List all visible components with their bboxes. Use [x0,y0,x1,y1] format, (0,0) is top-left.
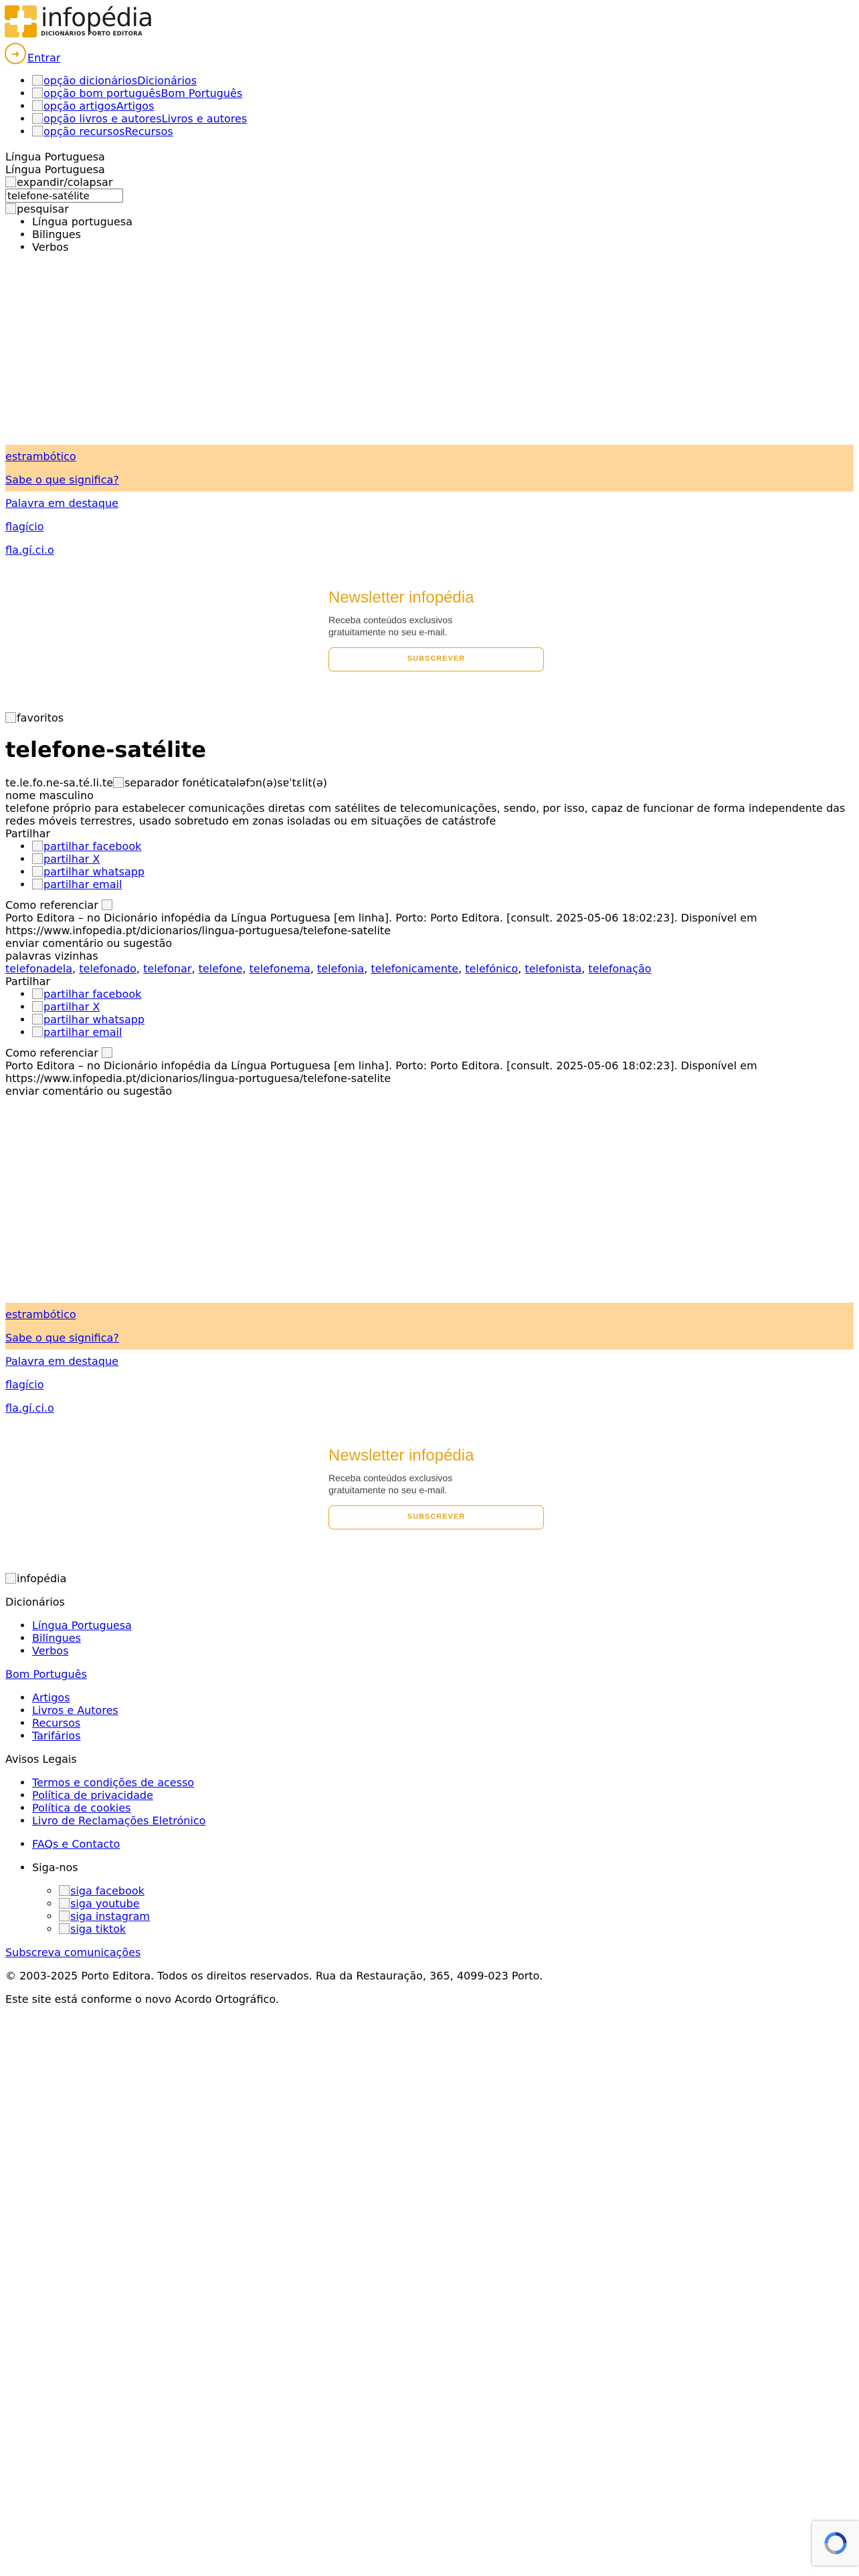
footer-dict-links [5,1619,854,1657]
recaptcha-badge[interactable] [812,2521,859,2565]
nav-item-artigos[interactable] [32,100,247,112]
x-icon [32,853,43,864]
footer-link[interactable]: Tarifários [32,1729,81,1742]
cite-label: Como referenciar [5,899,98,911]
subscribe-communications-link[interactable]: Subscreva comunicações [5,1946,141,1959]
nav-item-label: Bom Português [161,87,243,100]
search-block [5,150,132,253]
newsletter-text-line: gratuitamente no seu e-mail. [328,627,448,637]
favorites-icon [5,712,16,723]
social-links [32,1885,854,1935]
featured-syllables-link[interactable]: fla.gí.ci.o [5,544,54,556]
share-x-link[interactable] [32,853,100,865]
logo-name: infopédia [41,3,153,32]
bom-portugues-icon [32,88,43,98]
search-button[interactable] [5,203,132,215]
random-word-box [5,445,854,492]
highlight-label-link[interactable]: Palavra em destaque [5,1355,118,1368]
social-label: siga facebook [70,1885,145,1897]
search-button-label: pesquisar [17,203,69,215]
nav-item-label: Dicionários [137,74,197,87]
dictionary-option[interactable]: • Língua portuguesa [32,215,132,228]
copy-icon [102,1047,112,1058]
email-icon [32,1027,43,1037]
footer-legal-heading: Avisos Legais [5,1753,77,1765]
whatsapp-icon [32,1014,43,1025]
recaptcha-icon [824,2531,848,2555]
share-label-text: partilhar email [43,1026,122,1039]
login-arrow-icon: ➜ [5,43,26,64]
neighbor-word-link[interactable]: telefonado [79,962,136,975]
facebook-icon [59,1885,70,1896]
neighbors-list: telefonadela, telefonado, telefonar, telefone, telefonema, telefonia, telefonicamente, telefónico, telefonista, telefonação [5,962,652,975]
search-input[interactable] [5,189,123,203]
neighbor-word-link[interactable]: telefone [198,962,243,975]
citation-url: https://www.infopedia.pt/dicionarios/lingua-portuguesa/telefone-satelite [5,924,391,937]
infopedia-logo-icon [5,1573,16,1584]
phonetic: tələfɔn(ə)sɐˈtɛlit(ə) [225,776,327,789]
nav-item-alt: opção bom português [43,87,161,100]
follow-label: Siga-nos [32,1861,78,1874]
newsletter-text-line: Receba conteúdos exclusivos [328,1473,453,1483]
expand-collapse-toggle[interactable] [5,176,132,189]
footer-link[interactable]: Língua Portuguesa [32,1619,132,1632]
definition: telefone próprio para estabelecer comunicações diretas com satélites de telecomunicações, sendo, por isso, capaz de funcionar de forma independente das redes móveis terrestres, usado sobretudo em zonas isoladas ou em situações de catástrofe [5,802,846,827]
footer-link[interactable]: Artigos [32,1691,70,1704]
newsletter-title: Newsletter infopédia [328,588,474,607]
newsletter-box-2 [328,1446,544,1529]
share-list-2 [5,988,854,1039]
nav-item-alt: opção artigos [43,100,116,112]
nav-item-alt: opção recursos [43,125,125,138]
cite-label: Como referenciar [5,1047,98,1059]
social-instagram-link[interactable] [59,1910,150,1923]
syllables: te.le.fo.ne-sa.té.li.te [5,776,114,789]
footer-dict-heading: Dicionários [5,1596,65,1608]
footer-faq-list [5,1838,854,1850]
featured-word-link[interactable]: flagício [5,1378,44,1391]
share-x-link[interactable] [32,1000,100,1013]
site-logo[interactable] [5,4,153,39]
question-link[interactable]: Sabe o que significa? [5,473,119,486]
neighbor-word-link[interactable]: telefonação [588,962,652,975]
email-icon [32,879,43,889]
neighbor-word-link[interactable]: telefonicamente [371,962,459,975]
share-label-text: partilhar whatsapp [43,865,145,878]
dictionary-entry [5,712,854,1097]
feedback-link[interactable]: enviar comentário ou sugestão [5,937,173,950]
social-label: siga instagram [70,1910,150,1923]
footer-link[interactable]: Verbos [32,1644,69,1657]
random-word-link[interactable]: estrambótico [5,1308,76,1321]
footer-link[interactable]: Bilingues [32,1632,81,1644]
copyright: © 2003-2025 Porto Editora. Todos os direitos reservados. Rua da Restauração, 365, 4099-023 Porto. [5,1969,543,1982]
footer-link[interactable]: Política de privacidade [32,1789,153,1802]
feedback-link-2[interactable]: enviar comentário ou sugestão [5,1085,173,1097]
nav-item-label: Artigos [116,100,155,112]
nav-item-label: Recursos [124,125,173,138]
dictionaries-icon [32,75,43,86]
share-facebook-link[interactable] [32,840,141,853]
footer-link[interactable]: Recursos [32,1717,81,1729]
footer-follow-list [5,1861,854,1935]
nav-item-bom-portugues[interactable] [32,87,247,100]
neighbor-word-link[interactable]: telefonadela [5,962,73,975]
social-label: siga youtube [70,1897,140,1910]
footer-logo-label: infopédia [17,1572,67,1585]
newsletter-box [328,588,544,671]
headword: telefone-satélite [5,737,206,762]
expand-collapse-label: expandir/colapsar [17,176,113,189]
neighbor-word-link[interactable]: telefónico [465,962,518,975]
separator-label: separador fonética [124,776,225,789]
footer-legal-links [5,1776,854,1827]
dictionary-selector-label[interactable]: Língua Portuguesa [5,150,105,163]
neighbor-word-link[interactable]: telefonia [316,962,365,975]
nav-item-alt: opção livros e autores [43,112,162,125]
resources-icon [32,126,43,136]
newsletter-text-line: gratuitamente no seu e-mail. [328,1485,448,1495]
share-whatsapp-link[interactable] [32,865,145,878]
random-word-link[interactable]: estrambótico [5,450,76,463]
social-facebook-link[interactable] [59,1885,145,1897]
question-link[interactable]: Sabe o que significa? [5,1331,119,1344]
expand-collapse-icon [5,177,16,187]
phonetic-separator-icon [113,777,124,788]
social-tiktok-link[interactable] [59,1923,126,1935]
newsletter-text [328,614,544,638]
tiktok-icon [59,1923,70,1934]
citation-line: Porto Editora – no Dicionário infopédia da Língua Portuguesa [em linha]. Porto: Porto Editora. [consult. 2025-05-06 18:02:23]. Disponível em [5,1059,757,1072]
nav-item-alt: opção dicionários [43,74,138,87]
faq-link[interactable]: FAQs e Contacto [32,1838,120,1850]
login-label[interactable]: Entrar [27,51,61,64]
login-link[interactable] [5,40,60,64]
footer-logo[interactable] [5,1572,854,1585]
social-label: siga tiktok [70,1923,126,1935]
share-label-text: partilhar X [43,1000,100,1013]
favorites-label: favoritos [17,712,64,724]
share-email-link[interactable] [32,878,122,891]
neighbor-word-link[interactable]: telefonista [524,962,582,975]
footer [5,1572,854,2016]
newsletter-text [328,1472,544,1496]
pronunciation [5,776,854,789]
dictionary-option[interactable]: • Verbos [32,241,132,253]
favorites-button[interactable] [5,712,854,724]
dictionary-selector-current[interactable]: Língua Portuguesa [5,163,105,176]
footer-link[interactable]: Política de cookies [32,1802,131,1814]
subscribe-button[interactable]: SUBSCREVER [328,647,544,671]
social-youtube-link[interactable] [59,1897,140,1910]
cite-toggle-2[interactable] [5,1047,854,1059]
featured-word-link[interactable]: flagício [5,520,44,533]
logo-tagline: DICIONÁRIOS PORTO EDITORA [41,31,142,37]
facebook-icon [32,841,43,851]
x-icon [32,1001,43,1012]
share-whatsapp-link[interactable] [32,1013,145,1026]
nav-item-label: Livros e autores [161,112,248,125]
nav-item-livros-autores[interactable] [32,112,247,125]
neighbor-word-link[interactable]: telefonema [249,962,310,975]
youtube-icon [59,1898,70,1909]
footer-link[interactable]: Livros e Autores [32,1704,118,1717]
share-label-text: partilhar facebook [43,840,142,853]
neighbor-word-link[interactable]: telefonar [143,962,192,975]
share-facebook-link[interactable] [32,988,141,1000]
subscribe-button[interactable]: SUBSCREVER [328,1505,544,1529]
share-label-text: partilhar email [43,878,122,891]
dictionary-option[interactable]: • Bilingues [32,228,132,241]
share-label-text: partilhar facebook [43,988,142,1000]
dictionary-options [5,215,132,253]
featured-syllables-link[interactable]: fla.gí.ci.o [5,1402,54,1414]
articles-icon [32,100,43,111]
share-label-2: Partilhar [5,975,50,988]
share-email-link[interactable] [32,1026,122,1039]
footer-link[interactable]: Livro de Reclamações Eletrónico [32,1814,206,1827]
nav-item-recursos[interactable] [32,125,247,138]
grammar-category: nome masculino [5,789,94,802]
cite-toggle[interactable] [5,899,854,911]
neighbors-label: palavras vizinhas [5,950,98,962]
infopedia-logo-icon [5,5,37,37]
newsletter-title: Newsletter infopédia [328,1446,474,1465]
facebook-icon [32,988,43,999]
citation-line: Porto Editora – no Dicionário infopédia da Língua Portuguesa [em linha]. Porto: Porto Editora. [consult. 2025-05-06 18:02:23]. Disponível em [5,911,757,924]
instagram-icon [59,1911,70,1921]
share-list [5,840,854,891]
whatsapp-icon [32,866,43,877]
nav-item-dicionarios[interactable] [32,74,247,87]
copy-icon [102,899,112,910]
word-of-day-panel-2 [5,1303,854,1420]
newsletter-text-line: Receba conteúdos exclusivos [328,615,453,625]
share-label: Partilhar [5,827,50,840]
spelling-agreement-note: Este site está conforme o novo Acordo Ortográfico. [5,1993,279,2006]
share-label-text: partilhar X [43,853,100,865]
footer-content-links [5,1691,854,1742]
footer-link[interactable]: Termos e condições de acesso [32,1776,195,1789]
random-word-box [5,1303,854,1350]
footer-bom-portugues-link[interactable]: Bom Português [5,1668,87,1681]
highlight-label-link[interactable]: Palavra em destaque [5,497,118,510]
word-of-day-panel [5,445,854,562]
citation-url: https://www.infopedia.pt/dicionarios/lingua-portuguesa/telefone-satelite [5,1072,391,1085]
books-icon [32,113,43,124]
search-icon [5,203,16,214]
main-nav [5,74,247,138]
share-label-text: partilhar whatsapp [43,1013,145,1026]
